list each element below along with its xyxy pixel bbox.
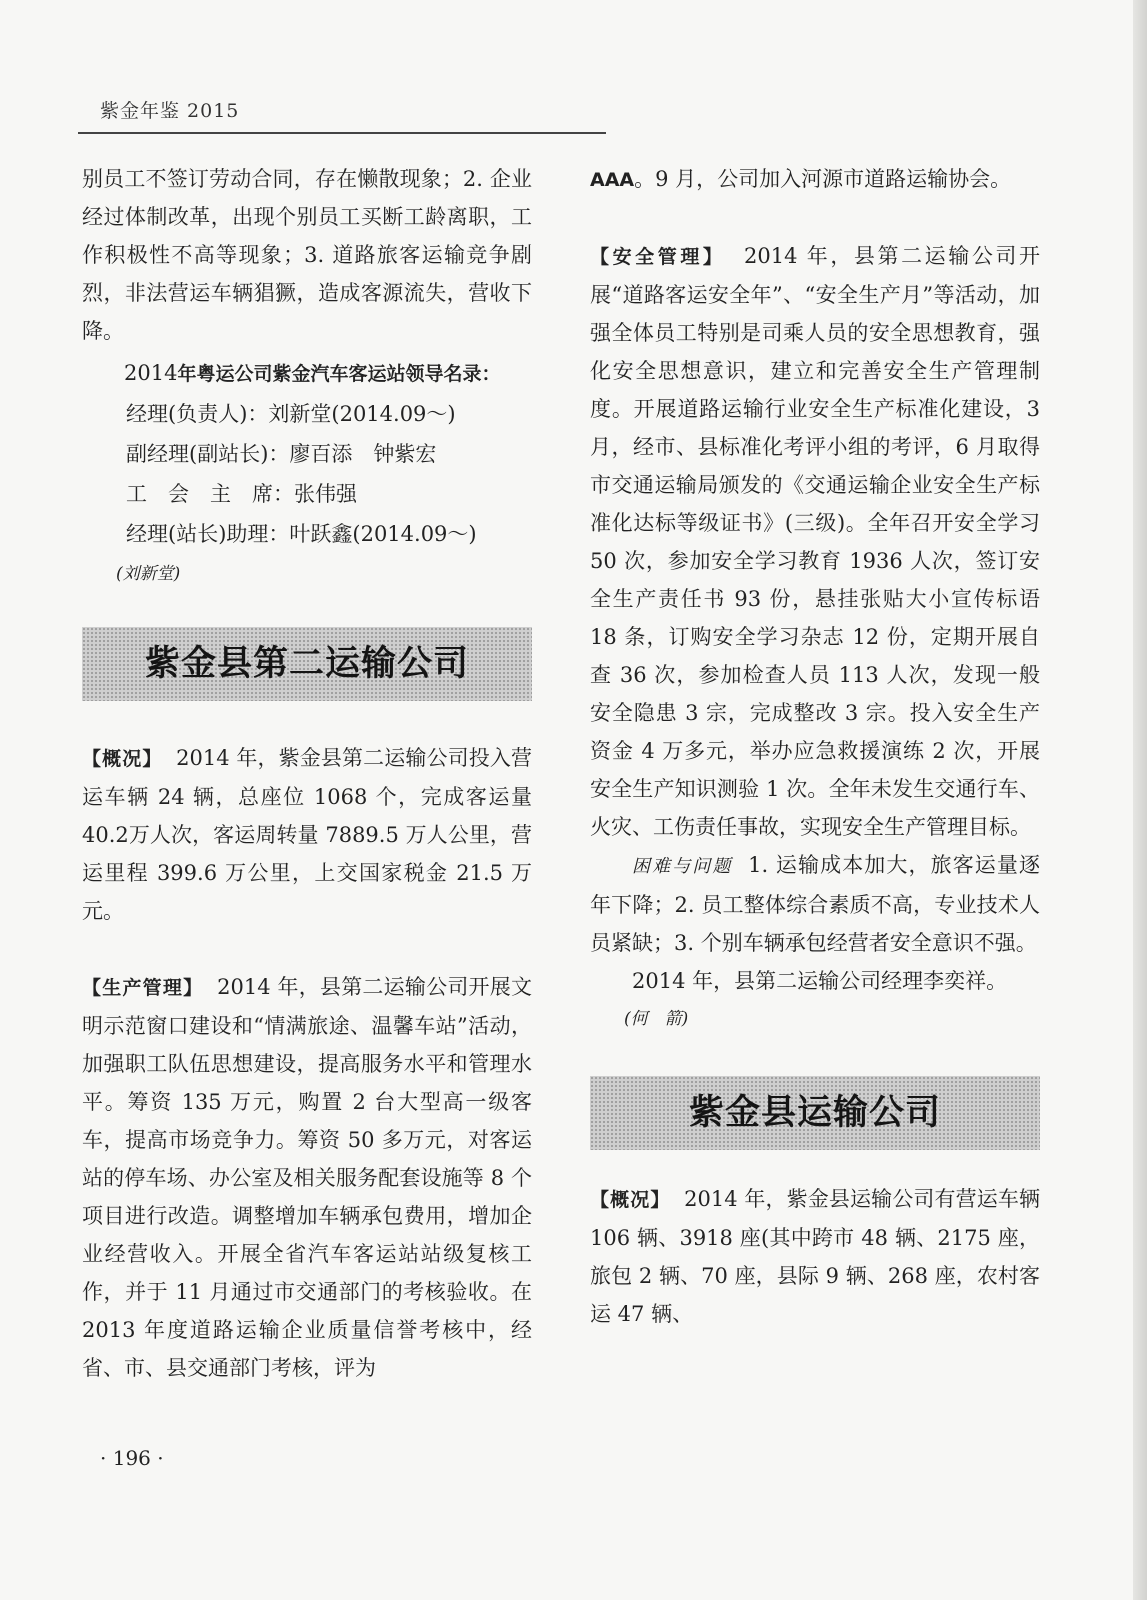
overview-text: 2014 年，紫金县第二运输公司投入营运车辆 24 辆，总座位 1068 个，完成客运量 40.2万人次，客运周转量 7889.5 万人公里，营运里程 399.6 万公里，上交国家税金 21.5 万元。 bbox=[82, 746, 532, 923]
roster-heading-text: 年粤运公司紫金汽车客运站领导名录： bbox=[177, 363, 501, 385]
production-text: 2014 年，县第二运输公司开展文明示范窗口建设和“情满旅途、温馨车站”活动，加强职工队伍思想建设，提高服务水平和管理水平。筹资 135 万元，购置 2 台大型高一级客车，提高市场竞争力。筹资 50 多万元，对客运站的停车场、办公室及相关服务配套设施等 8 个项目进行改造。调整增加车辆承包费用，增加企业经营收入。开展全省汽车客运站站级复核工作，并于 11 月通过市交通部门的考核验收。在 2013 年度道路运输企业质量信誉考核中，经省、市、县交通部门考核，评为 bbox=[82, 975, 532, 1380]
problems-label: 困难与问题 bbox=[632, 856, 733, 877]
continuation-paragraph bbox=[590, 160, 1040, 199]
roster-list bbox=[82, 395, 532, 553]
author-credit: (何 箭) bbox=[624, 1009, 689, 1029]
safety-tag: 【安全管理】 bbox=[590, 246, 726, 268]
running-header-title: 紫金年鉴 2015 bbox=[100, 100, 240, 122]
rating-text: AAA bbox=[590, 169, 635, 191]
problems-text: 1. 运输成本加大，旅客运量逐年下降；2. 员工整体综合素质不高，专业技术人员紧缺；3. 个别车辆承包经营者安全意识不强。 bbox=[590, 853, 1041, 955]
overview-text: 2014 年，紫金县运输公司有营运车辆 106 辆、3918 座(其中跨市 48 辆、2175 座，旅包 2 辆、70 座，县际 9 辆、268 座，农村客运 47 辆、 bbox=[590, 1187, 1040, 1326]
right-column bbox=[590, 160, 1040, 1333]
section-title: 紫金县第二运输公司 bbox=[144, 644, 469, 684]
problems-paragraph bbox=[590, 846, 1040, 962]
overview-paragraph bbox=[82, 739, 532, 930]
overview-paragraph bbox=[590, 1180, 1040, 1333]
section-title: 紫金县运输公司 bbox=[688, 1093, 941, 1133]
continuation-text: 。9 月，公司加入河源市道路运输协会。 bbox=[634, 167, 1012, 191]
overview-tag: 【概况】 bbox=[82, 748, 163, 770]
page-edge bbox=[1133, 0, 1147, 1600]
section-banner-transport-company bbox=[590, 1076, 1040, 1150]
production-tag: 【生产管理】 bbox=[82, 977, 204, 999]
roster-item: 工 会 主 席：张伟强 bbox=[126, 482, 357, 506]
production-paragraph bbox=[82, 968, 532, 1387]
safety-paragraph bbox=[590, 237, 1040, 846]
intro-continuation-paragraph: 别员工不签订劳动合同，存在懒散现象；2. 企业经过体制改革，出现个别员工买断工龄离职，工作积极性不高等现象；3. 道路旅客运输竞争剧烈，非法营运车辆猖獗，造成客源流失，营收下降。 bbox=[82, 167, 532, 343]
roster-item: 副经理(副站长)：廖百添 钟紫宏 bbox=[126, 442, 437, 466]
manager-paragraph: 2014 年，县第二运输公司经理李奕祥。 bbox=[632, 969, 1008, 993]
header-rule bbox=[78, 132, 606, 134]
overview-tag: 【概况】 bbox=[590, 1189, 671, 1211]
roster-item: 经理(负责人)：刘新堂(2014.09～) bbox=[126, 402, 456, 426]
author-credit: (刘新堂) bbox=[116, 564, 181, 584]
roster-item: 经理(站长)助理：叶跃鑫(2014.09～) bbox=[126, 522, 477, 546]
left-column bbox=[82, 160, 532, 1387]
page-number: · 196 · bbox=[100, 1446, 164, 1470]
roster-heading bbox=[82, 354, 532, 393]
roster-heading-year: 2014 bbox=[124, 361, 178, 385]
section-banner-second-transport bbox=[82, 627, 532, 701]
safety-text: 2014 年，县第二运输公司开展“道路客运安全年”、“安全生产月”等活动，加强全体员工特别是司乘人员的安全思想教育，强化安全思想意识，建立和完善安全生产管理制度。开展道路运输行业安全生产标准化建设，3 月，经市、县标准化考评小组的考评，6 月取得市交通运输局颁发的《交通运输企业安全生产标准化达标等级证书》(三级)。全年召开安全学习 50 次，参加安全学习教育 1936 人次，签订安全生产责任书 93 份，悬挂张贴大小宣传标语 18 条，订购安全学习杂志 12 份，定期开展自查 36 次，参加检查人员 113 人次，发现一般安全隐患 3 宗，完成整改 3 宗。投入安全生产资金 4 万多元，举办应急救援演练 2 次，开展安全生产知识测验 1 次。全年未发生交通行车、火灾、工伤责任事故，实现安全生产管理目标。 bbox=[590, 244, 1040, 839]
